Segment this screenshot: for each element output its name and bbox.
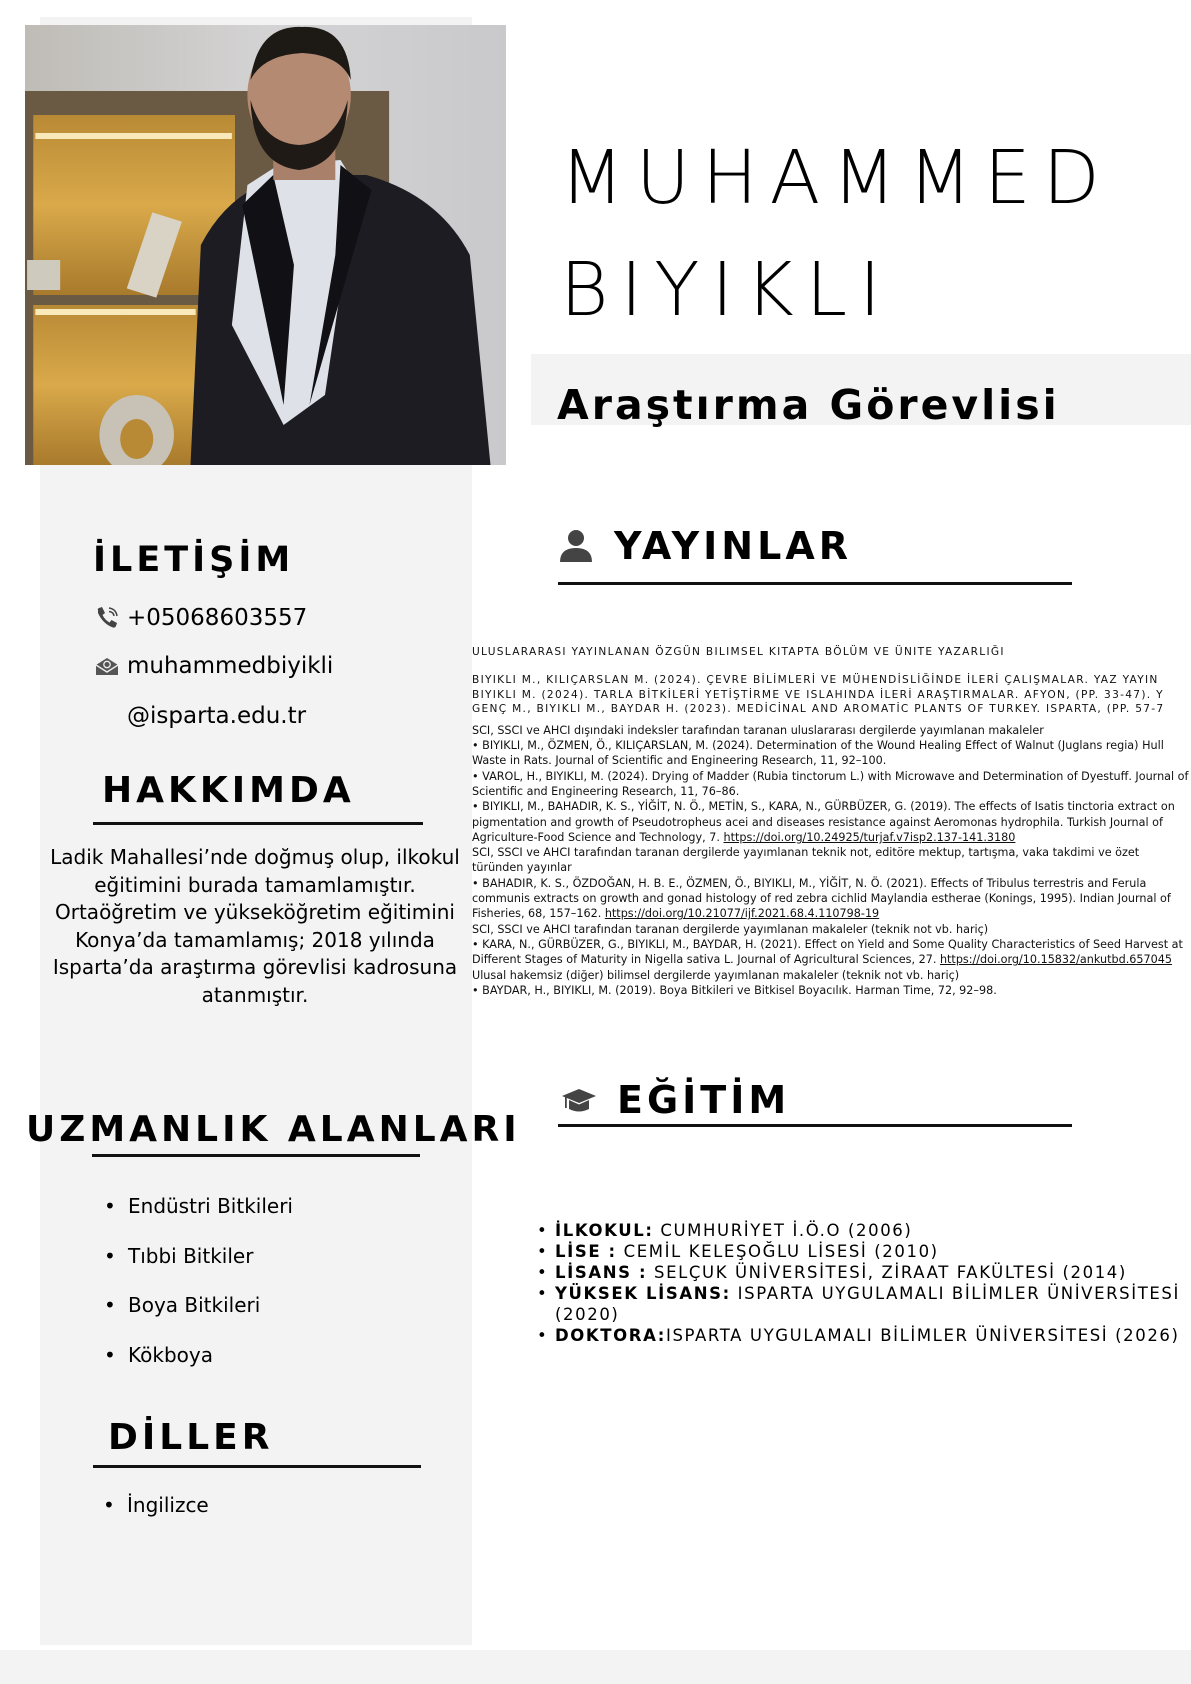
profile-photo <box>25 25 506 465</box>
doi-link[interactable]: https://doi.org/10.24925/turjaf.v7isp2.137-141.3180 <box>723 830 1016 844</box>
education-item: • YÜKSEK LİSANS: ISPARTA UYGULAMALI BİLİMLER ÜNİVERSİTESİ (2020) <box>537 1283 1187 1325</box>
contact-heading: İLETİŞİM <box>93 540 295 580</box>
about-heading: HAKKIMDA <box>102 770 355 811</box>
book-chapter: BIYIKLI M., KILIÇARSLAN M. (2024). ÇEVRE BİLİMLERİ VE MÜHENDİSLİĞİNDE İLERİ ÇALIŞMALAR. YAZ YAYIN <box>472 674 1159 687</box>
list-item: • Kökboya <box>104 1331 293 1381</box>
publication-entry: • BAHADIR, K. S., ÖZDOĞAN, H. B. E., ÖZMEN, Ö., BIYIKLI, M., YİĞİT, N. Ö. (2021). Effects of Tribulus terrestris and Ferula communis extracts on growth and gonad histology of red zebra cichlid Maylandia estherae (Konings, 1995). Indian Journal of Fisheries, 68, 157–162. https://doi.org/10.21077/ijf.2021.68.4.110798-19 <box>472 876 1171 921</box>
languages-list <box>103 1490 209 1520</box>
doi-link[interactable]: https://doi.org/10.21077/ijf.2021.68.4.110798-19 <box>604 907 880 921</box>
email-line-1[interactable]: muhammedbiyikli <box>127 653 334 679</box>
email-icon <box>93 652 121 680</box>
publication-entry: • BIYIKLI, M., ÖZMEN, Ö., KILIÇARSLAN, M. (2024). Determination of the Wound Healing Effect of Walnut (Juglans regia) Hull Waste in Rats. Journal of Scientific and Engineering Research, 11, 92–100. <box>472 739 1164 768</box>
book-chapter: BIYIKLI M. (2024). TARLA BİTKİLERİ YETİŞTİRME VE ISLAHINDA İLERİ ARAŞTIRMALAR. AFYON, (PP. 33-47). Y <box>472 688 1164 701</box>
languages-heading: DİLLER <box>108 1417 274 1458</box>
languages-divider <box>93 1465 421 1468</box>
email-row-2 <box>127 702 306 730</box>
phone-row <box>93 604 307 632</box>
publication-group-title: SCI, SSCI ve AHCI tarafından taranan dergilerde yayımlanan makaleler (teknik not vb. hariç) <box>472 922 989 936</box>
portrait-illustration <box>25 25 506 465</box>
publications-list <box>472 645 1191 998</box>
doi-link[interactable]: https://doi.org/10.15832/ankutbd.657045 <box>939 953 1172 967</box>
education-item: • LİSANS : SELÇUK ÜNİVERSİTESİ, ZİRAAT FAKÜLTESİ (2014) <box>537 1262 1187 1283</box>
publication-group-title: SCI, SSCI ve AHCI tarafından taranan dergilerde yayımlanan teknik not, editöre mektup, tartışma, vaka takdimi ve özet türünden yayınlar <box>472 846 1140 875</box>
email-line-2[interactable]: @isparta.edu.tr <box>127 703 307 729</box>
publication-group-title: Ulusal hakemsiz (diğer) bilimsel dergilerde yayımlanan makaleler (teknik not vb. hariç) <box>472 968 960 982</box>
book-section-title: ULUSLARARASI YAYINLANAN ÖZGÜN BILIMSEL KITAPTA BÖLÜM VE ÜNITE YAZARLIĞI <box>472 646 1005 658</box>
publications-title: YAYINLAR <box>614 524 852 568</box>
education-item: • LİSE : CEMİL KELEŞOĞLU LİSESİ (2010) <box>537 1241 1187 1262</box>
list-item: • İngilizce <box>103 1490 209 1520</box>
list-item: • Endüstri Bitkileri <box>104 1182 293 1232</box>
full-name <box>560 122 1112 346</box>
page-bottom-strip <box>0 1650 1191 1684</box>
publications-divider <box>558 582 1072 585</box>
about-text: Ladik Mahallesi’nde doğmuş olup, ilkokul eğitimini burada tamamlamıştır. Ortaöğretim ve yükseköğretim eğitimini Konya’da tamamlamış; 2018 yılında Isparta’da araştırma görevlisi kadrosuna atanmıştır. <box>50 845 460 1007</box>
education-list <box>537 1220 1187 1346</box>
phone-number[interactable]: +05068603557 <box>127 605 308 631</box>
expertise-heading: UZMANLIK ALANLARI <box>26 1109 521 1150</box>
list-item: • Tıbbi Bitkiler <box>104 1232 293 1282</box>
expertise-divider <box>92 1154 420 1157</box>
book-chapter: GENÇ M., BIYIKLI M., BAYDAR H. (2023). MEDİCİNAL AND AROMATİC PLANTS OF TURKEY. ISPARTA, (PP. 57-7 <box>472 703 1165 716</box>
publication-entry: • BIYIKLI, M., BAHADIR, K. S., YİĞİT, N. Ö., METİN, S., KARA, N., GÜRBÜZER, G. (2019). The effects of Isatis tinctoria extract on pigmentation and growth of Pseudotropheus acei and diseases resistance against Aeromonas hydrophila. Turkish Journal of Agriculture-Food Science and Technology, 7. https://doi.org/10.24925/turjaf.v7isp2.137-141.3180 <box>472 800 1175 844</box>
publication-entry: • KARA, N., GÜRBÜZER, G., BIYIKLI, M., BAYDAR, H. (2021). Effect on Yield and Some Quality Characteristics of Seed Harvest at Different Stages of Maturity in Nigella sativa L. Journal of Agricultural Sciences, 27. https://doi.org/10.15832/ankutbd.657045 <box>472 937 1183 967</box>
book-chapters <box>472 673 1191 717</box>
list-item: • Boya Bitkileri <box>104 1281 293 1331</box>
education-item: • DOKTORA:ISPARTA UYGULAMALI BİLİMLER ÜNİVERSİTESİ (2026) <box>537 1325 1187 1346</box>
email-row <box>93 652 333 680</box>
last-name: BIYIKLI <box>560 247 893 333</box>
expertise-list <box>104 1182 293 1380</box>
graduation-cap-icon <box>561 1082 597 1118</box>
publications-heading <box>558 524 852 568</box>
education-divider <box>558 1124 1072 1127</box>
user-icon <box>558 528 594 564</box>
publication-entry: • VAROL, H., BIYIKLI, M. (2024). Drying of Madder (Rubia tinctorum L.) with Microwave and Determination of Dyestuff. Journal of Scientific and Engineering Research, 11, 76–86. <box>472 769 1189 798</box>
education-title: EĞİTİM <box>617 1078 791 1122</box>
phone-icon <box>93 604 121 632</box>
publication-entry: • BAYDAR, H., BIYIKLI, M. (2019). Boya Bitkileri ve Bitkisel Boyacılık. Harman Time, 72, 92–98. <box>472 983 997 997</box>
education-item: • İLKOKUL: CUMHURİYET İ.Ö.O (2006) <box>537 1220 1187 1241</box>
publication-group-title: SCI, SSCI ve AHCI dışındaki indeksler tarafından taranan uluslararası dergilerde yayımlanan makaleler <box>472 723 1044 737</box>
about-divider <box>93 822 423 825</box>
job-title: Araştırma Görevlisi <box>557 381 1060 429</box>
education-heading <box>561 1078 790 1122</box>
first-name: MUHAMMED <box>560 135 1112 221</box>
